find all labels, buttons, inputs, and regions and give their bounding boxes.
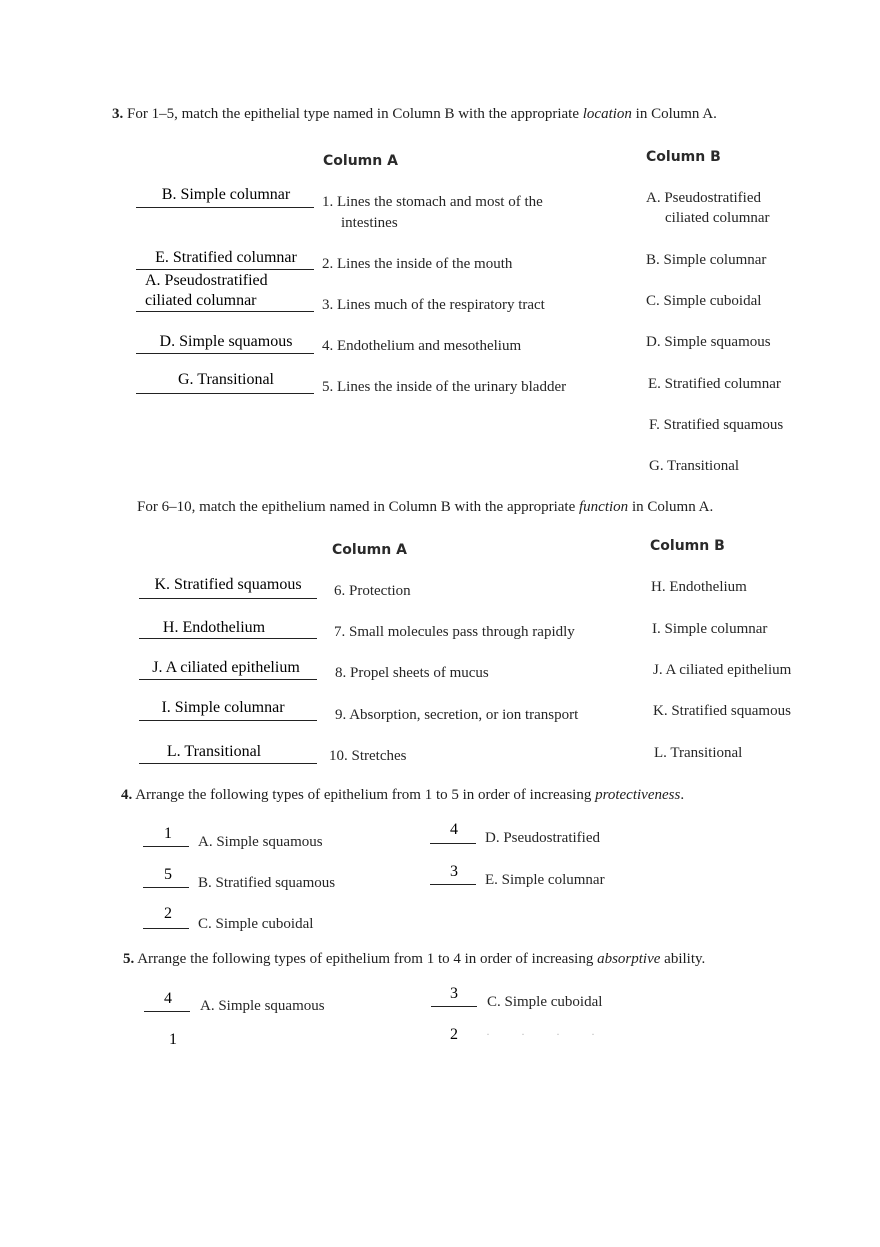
q5-answer-c[interactable]: 3 [450,985,458,1002]
q4-number: 4. [121,787,133,803]
q5-answer-b[interactable]: 1 [169,1031,177,1048]
column-a-item-9: 9. Absorption, secretion, or ion transport [335,707,579,723]
answer-1[interactable]: B. Simple columnar [161,186,291,203]
column-a-item-10: 10. Stretches [329,748,407,764]
q3-prompt: 3. For 1–5, match the epithelial type named in Column B with the appropriate location in Column A. [112,106,717,122]
answer-line-8 [139,679,317,680]
q4-answer-a[interactable]: 1 [164,825,172,842]
answer-line-5 [136,393,314,394]
q4-item-c: C. Simple cuboidal [198,916,314,932]
column-a-item-2: 2. Lines the inside of the mouth [322,256,513,272]
column-a-item-3: 3. Lines much of the respiratory tract [322,297,545,313]
q4-answer-line-d [430,843,476,844]
q5-answer-d[interactable]: 2 [450,1026,458,1043]
q4-answer-line-e [430,884,476,885]
q4-answer-line-b [143,887,189,888]
q3-part2-column-a-header: Column A [332,542,407,558]
q4-answer-b[interactable]: 5 [164,866,172,883]
answer-line-2 [136,269,314,270]
column-b-item-j: J. A ciliated epithelium [653,662,792,678]
q5-item-a: A. Simple squamous [200,998,325,1014]
q3-number: 3. [112,106,124,122]
column-b-item-a-cont: ciliated columnar [665,210,770,226]
q4-answer-c[interactable]: 2 [164,905,172,922]
q3-part2-column-b-header: Column B [650,538,725,554]
column-b-item-l: L. Transitional [654,745,743,761]
column-b-item-f: F. Stratified squamous [649,417,784,433]
column-a-item-8: 8. Propel sheets of mucus [335,665,489,681]
column-a-item-1-cont: intestines [341,215,398,231]
q4-answer-line-a [143,846,189,847]
column-b-item-b: B. Simple columnar [646,252,767,268]
answer-10[interactable]: L. Transitional [166,743,262,760]
column-b-item-a: A. Pseudostratified [646,190,761,206]
answer-8[interactable]: J. A ciliated epithelium [152,659,300,676]
column-b-item-e: E. Stratified columnar [648,376,781,392]
q5-answer-line-c [431,1006,477,1007]
q4-item-d: D. Pseudostratified [485,830,600,846]
q4-item-b: B. Stratified squamous [198,875,336,891]
answer-3a[interactable]: A. Pseudostratified [145,272,268,289]
answer-6[interactable]: K. Stratified squamous [154,576,302,593]
answer-line-4 [136,353,314,354]
q3-column-b-header: Column B [646,149,721,165]
answer-line-7 [139,638,317,639]
q3-column-a-header: Column A [323,153,398,169]
q4-item-e: E. Simple columnar [485,872,605,888]
column-a-item-1: 1. Lines the stomach and most of the [322,194,543,210]
answer-3b[interactable]: ciliated columnar [145,292,257,309]
answer-line-9 [139,720,317,721]
answer-line-1 [136,207,314,208]
q5-answer-a[interactable]: 4 [164,990,172,1007]
q4-answer-d[interactable]: 4 [450,821,458,838]
column-b-item-d: D. Simple squamous [646,334,771,350]
column-a-item-7: 7. Small molecules pass through rapidly [334,624,575,640]
column-a-item-5: 5. Lines the inside of the urinary bladder [322,379,567,395]
answer-9[interactable]: I. Simple columnar [161,699,285,716]
answer-2[interactable]: E. Stratified columnar [155,249,297,266]
answer-line-6 [139,598,317,599]
answer-line-3 [136,311,314,312]
answer-line-10 [139,763,317,764]
column-b-item-g: G. Transitional [649,458,740,474]
q3-part2-prompt: For 6–10, match the epithelium named in Column B with the appropriate function in Column A. [137,499,714,515]
q4-item-a: A. Simple squamous [198,834,323,850]
q5-item-c: C. Simple cuboidal [487,994,603,1010]
column-b-item-k: K. Stratified squamous [653,703,791,719]
answer-4[interactable]: D. Simple squamous [159,333,293,350]
column-a-item-4: 4. Endothelium and mesothelium [322,338,522,354]
column-b-item-c: C. Simple cuboidal [646,293,762,309]
q4-answer-line-c [143,928,189,929]
q5-answer-line-a [144,1011,190,1012]
q4-prompt: 4. Arrange the following types of epithelium from 1 to 5 in order of increasing protectiveness. [121,787,685,803]
answer-5[interactable]: G. Transitional [177,371,274,388]
column-b-item-i: I. Simple columnar [652,621,768,637]
q5-number: 5. [123,951,135,967]
cut-off-text-fragment: · · · · [486,1027,609,1041]
q4-answer-e[interactable]: 3 [450,863,458,880]
column-b-item-h: H. Endothelium [651,579,747,595]
column-a-item-6: 6. Protection [334,583,411,599]
answer-7[interactable]: H. Endothelium [162,619,266,636]
q5-prompt: 5. Arrange the following types of epithelium from 1 to 4 in order of increasing absorptive ability. [123,951,706,967]
